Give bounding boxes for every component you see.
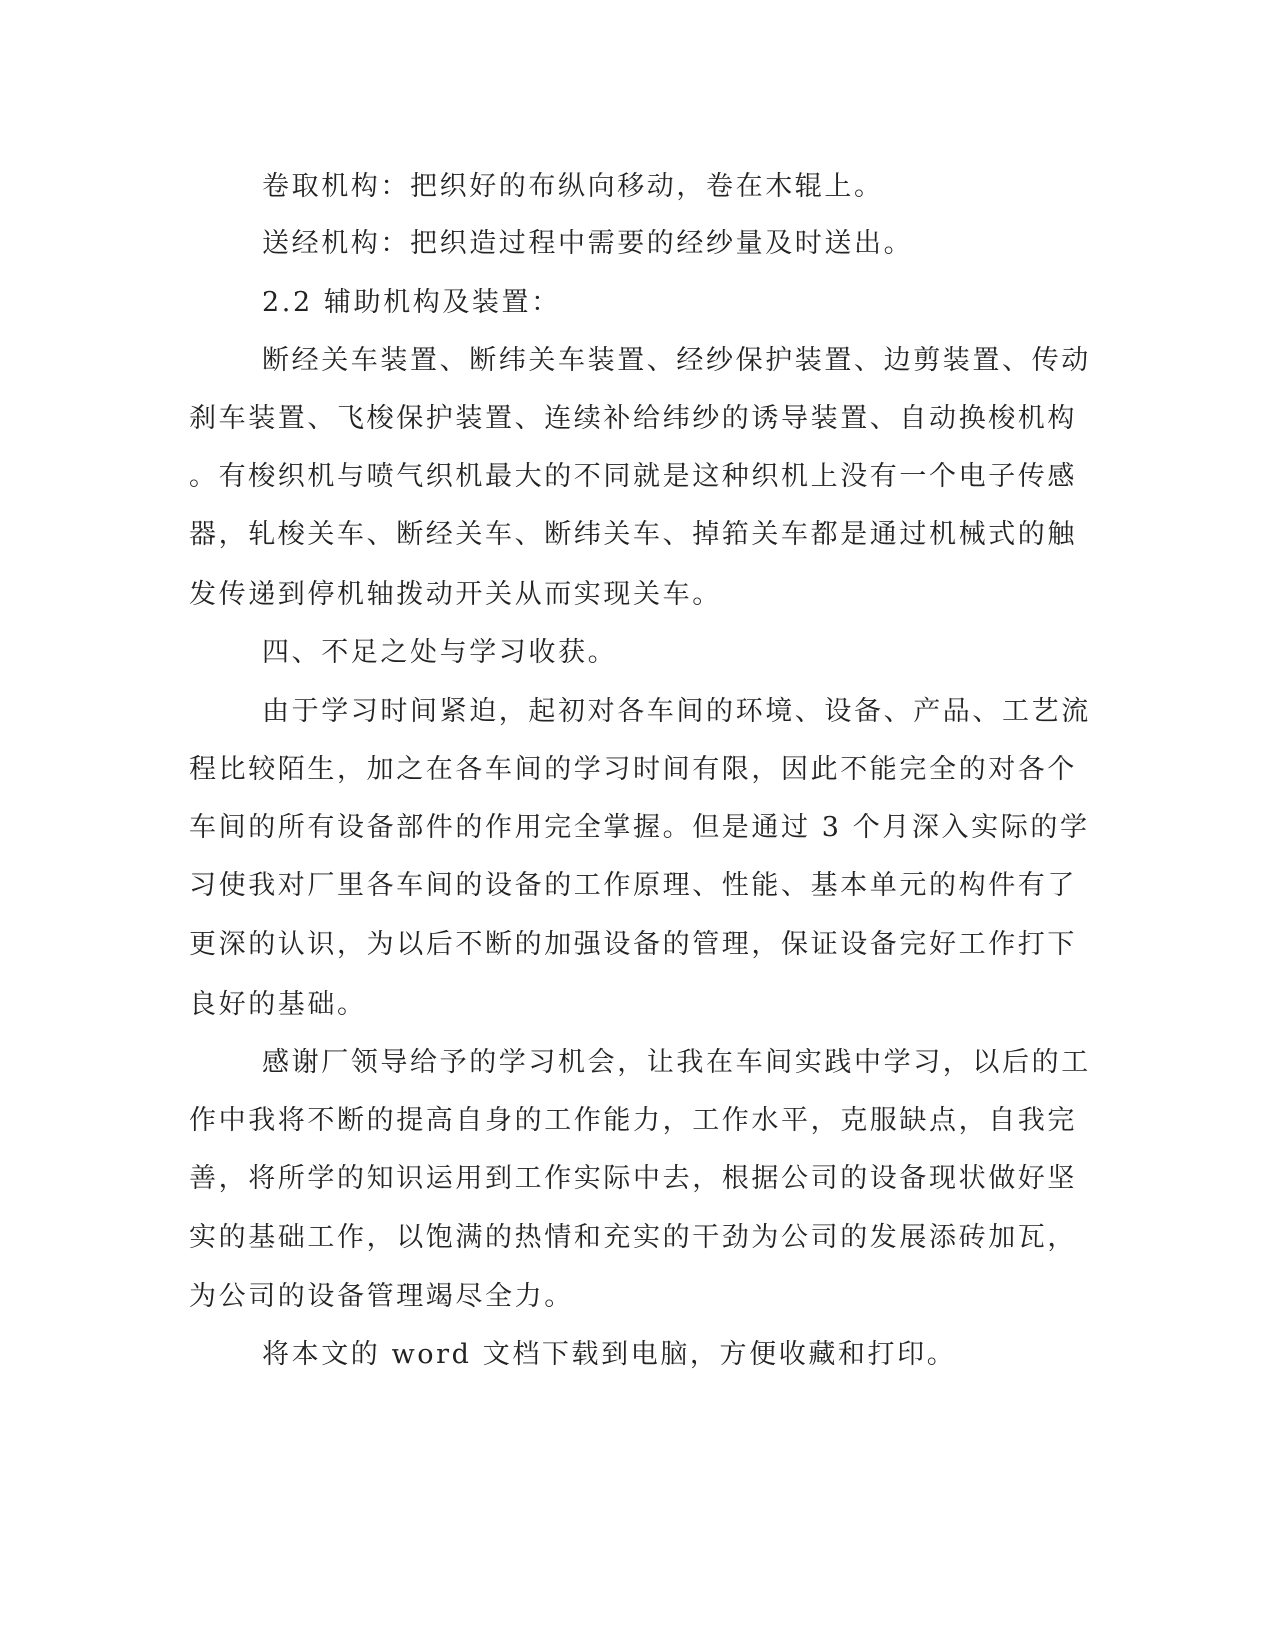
paragraph-line: 为公司的设备管理竭尽全力。 <box>189 1281 574 1312</box>
paragraph-line: 刹车装置、飞梭保护装置、连续补给纬纱的诱导装置、自动换梭机构 <box>189 403 1077 434</box>
paragraph-line: 程比较陌生，加之在各车间的学习时间有限，因此不能完全的对各个 <box>189 754 1077 785</box>
paragraph-line: 作中我将不断的提高自身的工作能力，工作水平，克服缺点，自我完 <box>189 1105 1077 1136</box>
paragraph-line: 车间的所有设备部件的作用完全掌握。但是通过 3 个月深入实际的学 <box>189 812 1090 843</box>
paragraph-line: 发传递到停机轴拨动开关从而实现关车。 <box>189 579 722 610</box>
paragraph-line: 实的基础工作，以饱满的热情和充实的干劲为公司的发展添砖加瓦， <box>189 1222 1077 1253</box>
paragraph-line: 。有梭织机与喷气织机最大的不同就是这种织机上没有一个电子传感 <box>189 461 1077 492</box>
paragraph-line: 习使我对厂里各车间的设备的工作原理、性能、基本单元的构件有了 <box>189 870 1077 901</box>
paragraph-line: 更深的认识，为以后不断的加强设备的管理，保证设备完好工作打下 <box>189 929 1077 960</box>
section-heading-4: 四、不足之处与学习收获。 <box>262 637 618 668</box>
paragraph-line: 器，轧梭关车、断经关车、断纬关车、掉筘关车都是通过机械式的触 <box>189 519 1077 550</box>
paragraph-line: 良好的基础。 <box>189 989 367 1020</box>
section-heading-2-2: 2.2 辅助机构及装置： <box>262 287 561 318</box>
line-take-up-mechanism: 卷取机构：把织好的布纵向移动，卷在木辊上。 <box>262 171 884 202</box>
line-let-off-mechanism: 送经机构：把织造过程中需要的经纱量及时送出。 <box>262 228 914 259</box>
paragraph-line: 感谢厂领导给予的学习机会，让我在车间实践中学习，以后的工 <box>262 1047 1091 1078</box>
paragraph-line: 善，将所学的知识运用到工作实际中去，根据公司的设备现状做好坚 <box>189 1163 1077 1194</box>
paragraph-line: 由于学习时间紧迫，起初对各车间的环境、设备、产品、工艺流 <box>262 696 1091 727</box>
paragraph-line: 断经关车装置、断纬关车装置、经纱保护装置、边剪装置、传动 <box>262 345 1091 376</box>
download-note: 将本文的 word 文档下载到电脑，方便收藏和打印。 <box>262 1339 957 1370</box>
